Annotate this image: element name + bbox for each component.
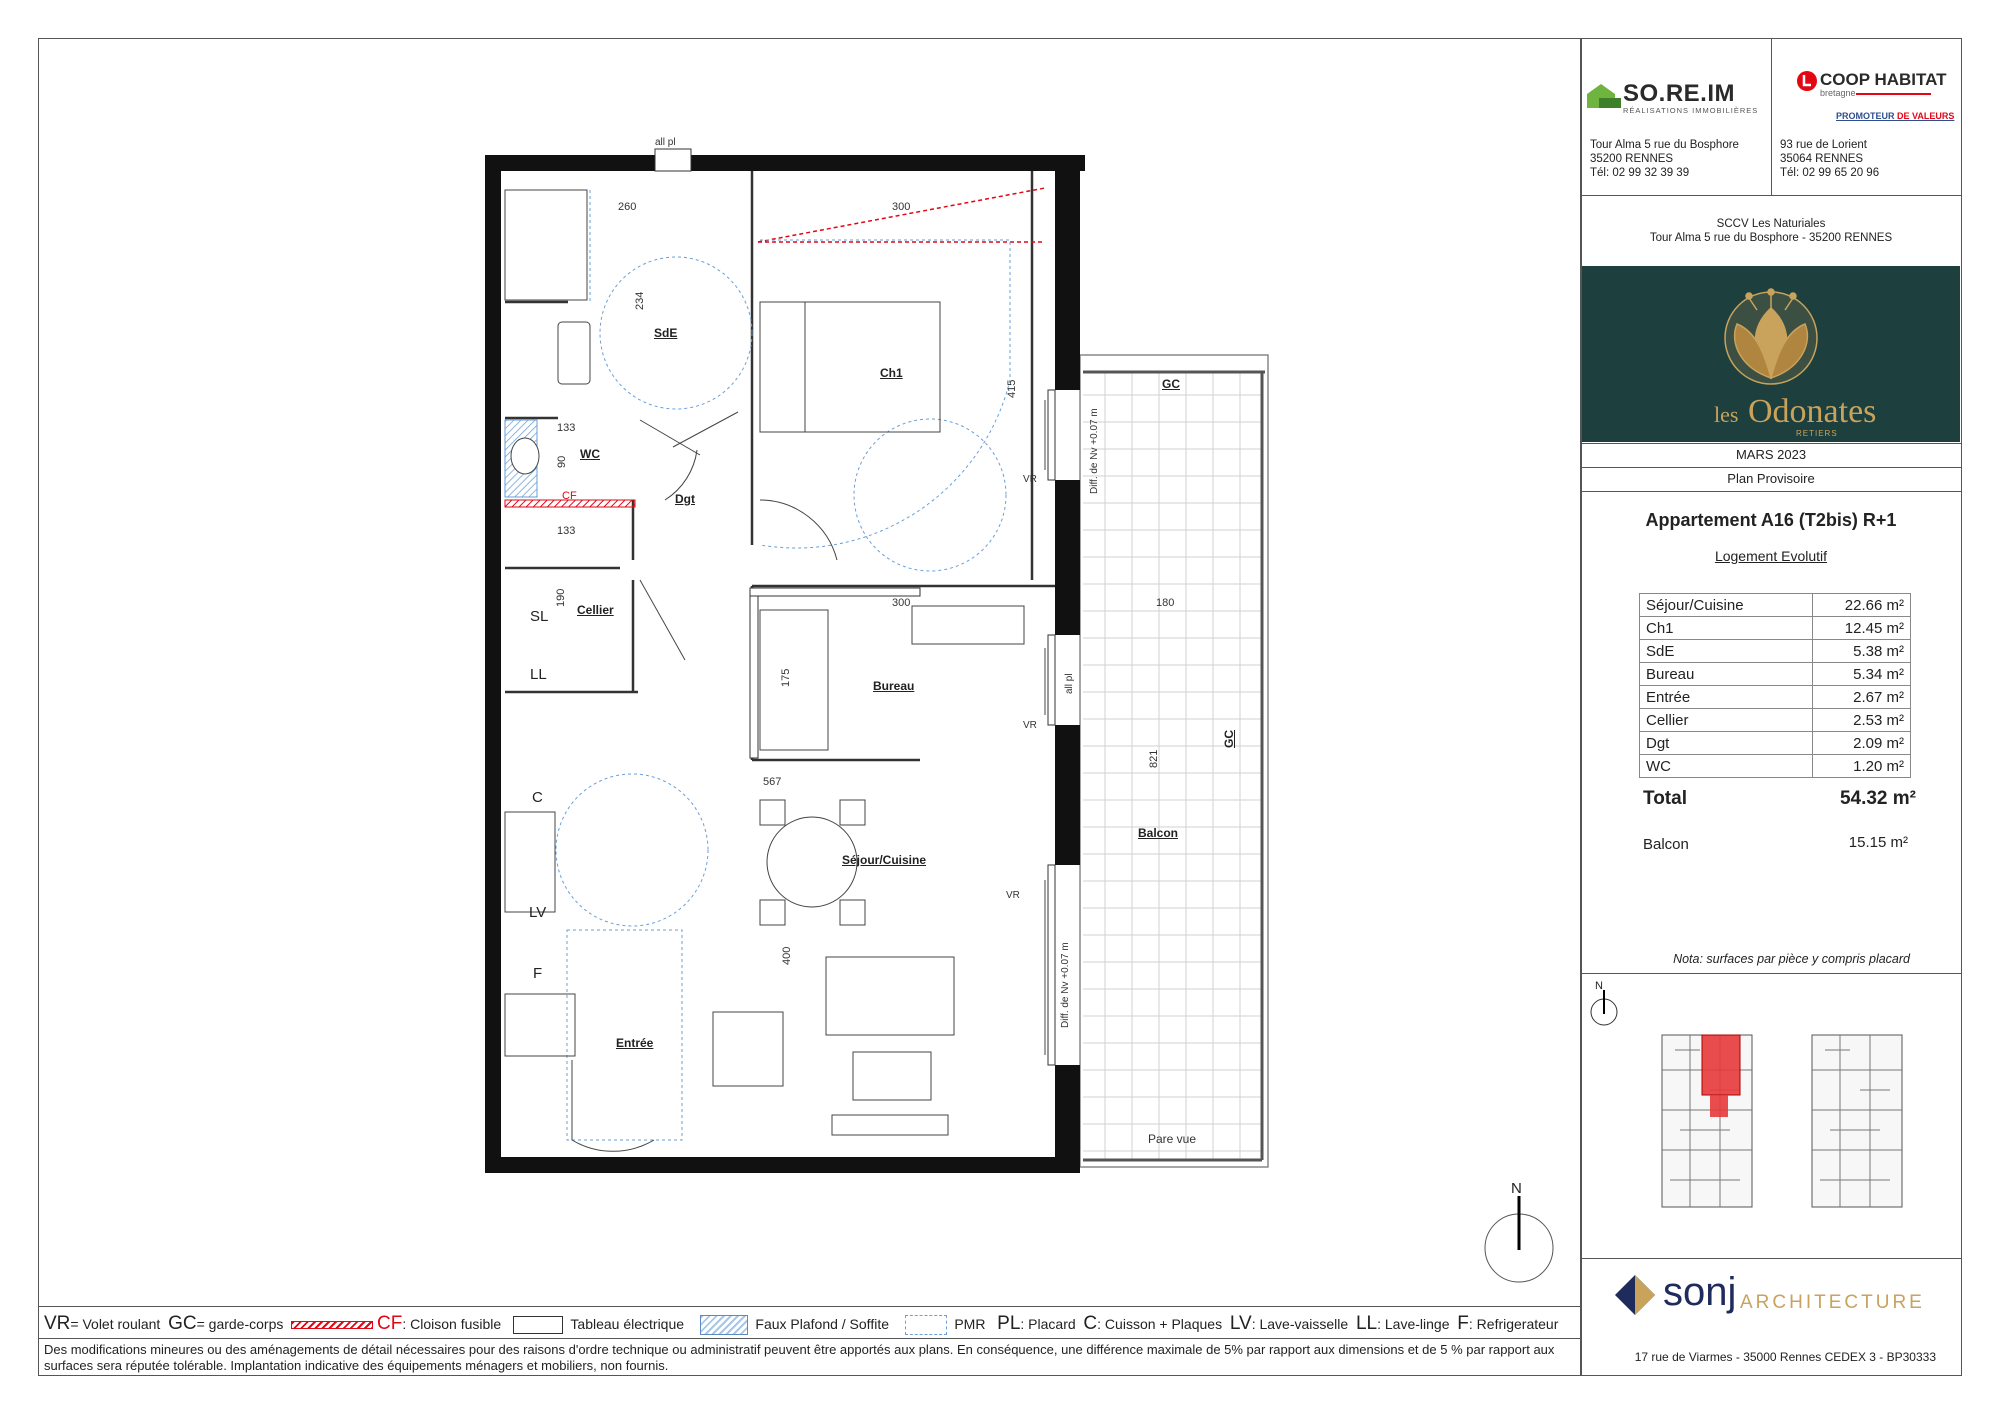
coop-logo-icon [1796, 70, 1818, 92]
dim-260: 260 [618, 201, 637, 213]
area-room: WC [1640, 755, 1813, 778]
mark-diff-level-2: Diff. de Nv +0.07 m [1060, 942, 1071, 1028]
apartment-title: Appartement A16 (T2bis) R+1 [1645, 510, 1897, 530]
area-room: Ch1 [1640, 617, 1813, 640]
room-label-sejour: Séjour/Cuisine [842, 853, 927, 867]
mark-diff-level-1: Diff. de Nv +0.07 m [1089, 408, 1100, 494]
lotus-emblem [1582, 266, 1960, 442]
cloison-fusible-swatch [291, 1321, 373, 1329]
architect-address: 17 rue de Viarmes - 35000 Rennes CEDEX 3 - BP30333 [1634, 1350, 1936, 1364]
area-room: Entrée [1640, 686, 1813, 709]
area-value: 5.34 m² [1813, 663, 1911, 686]
svg-text:Odonates: Odonates [1748, 393, 1877, 430]
soreim-house-icon [1585, 82, 1623, 110]
mark-lv: LV [529, 904, 547, 921]
coop-brand: COOP HABITAT [1820, 70, 1947, 89]
apartment-subtitle: Logement Evolutif [1714, 548, 1828, 564]
balcony-label: Balcon [1643, 836, 1689, 853]
dim-133-bottom: 133 [557, 525, 576, 537]
key-plan-level [1660, 1030, 1760, 1212]
room-label-ch1: Ch1 [880, 366, 903, 380]
dim-175: 175 [780, 668, 792, 687]
mark-all-pl-mid: all pl [1064, 673, 1075, 694]
room-label-bureau: Bureau [873, 679, 915, 693]
dim-234: 234 [634, 291, 646, 310]
dim-180: 180 [1156, 597, 1175, 609]
svg-text:les: les [1714, 402, 1739, 427]
area-value: 2.53 m² [1813, 709, 1911, 732]
mark-vr-bureau: VR [1023, 720, 1037, 731]
coop-sub: bretagne [1820, 88, 1856, 98]
svg-text:RETIERS: RETIERS [1796, 429, 1838, 438]
room-label-entree: Entrée [616, 1036, 654, 1050]
sccv-block [1582, 217, 1960, 245]
disclaimer: Des modifications mineures ou des aménagements de détail nécessaires pour des raisons d'ordre technique ou administratif peuvent être apportés aux plans. En conséquence, une différence maximale de 5% par rapport aux dimensions et de 5 % par rapport aux surfaces sera réputée tolérable. Implantation indicative des équipements ménagers et mobiliers, non fournis. [44, 1342, 1555, 1373]
project-banner-area [1582, 266, 1960, 442]
room-label-cellier: Cellier [577, 603, 614, 617]
faux-plafond-swatch [700, 1315, 748, 1335]
area-row [1640, 640, 1911, 663]
mark-f: F [533, 965, 543, 982]
area-row [1640, 663, 1911, 686]
balcony-area [1080, 355, 1268, 1167]
dim-190: 190 [555, 588, 567, 607]
total-label: Total [1643, 788, 1687, 809]
panel-divider-logos [1771, 38, 1772, 195]
area-room: Cellier [1640, 709, 1813, 732]
area-room: Bureau [1640, 663, 1813, 686]
area-value: 22.66 m² [1813, 594, 1911, 617]
balcony-value: 15.15 m² [1848, 834, 1908, 851]
area-value: 1.20 m² [1813, 755, 1911, 778]
area-value: 2.67 m² [1813, 686, 1911, 709]
dim-415: 415 [1006, 379, 1018, 398]
area-room: Dgt [1640, 732, 1813, 755]
room-label-gc-side: GC [1222, 730, 1236, 748]
area-room: Séjour/Cuisine [1640, 594, 1813, 617]
dim-300-bureau: 300 [892, 597, 911, 609]
mark-vr-ch1: VR [1023, 474, 1037, 485]
dim-300-top: 300 [892, 201, 911, 213]
areas-table [1639, 593, 1911, 778]
area-value: 2.09 m² [1813, 732, 1911, 755]
mark-cf: CF [562, 490, 577, 502]
mark-ll: LL [530, 666, 547, 683]
dim-821: 821 [1148, 749, 1160, 768]
total-value: 54.32 m² [1839, 788, 1916, 809]
architect-suffix: ARCHITECTURE [1740, 1292, 1925, 1313]
surface-note: Nota: surfaces par pièce y compris placard [1673, 952, 1910, 966]
dim-133-top: 133 [557, 422, 576, 434]
area-row [1640, 594, 1911, 617]
soreim-brand: SO.RE.IM [1623, 80, 1736, 107]
coop-address: 93 rue de Lorient 35064 RENNES Tél: 02 99 65 20 96 [1780, 139, 1880, 179]
room-label-gc-top: GC [1162, 377, 1180, 391]
area-row [1640, 709, 1911, 732]
plan-status: Plan Provisoire [1727, 471, 1815, 486]
pmr-swatch [905, 1315, 947, 1335]
soreim-address: Tour Alma 5 rue du Bosphore 35200 RENNES Tél: 02 99 32 39 39 [1590, 139, 1739, 179]
area-row [1640, 617, 1911, 640]
architect-name: sonj [1663, 1270, 1737, 1314]
mark-vr-sejour: VR [1006, 890, 1020, 901]
soreim-tagline: RÉALISATIONS IMMOBILIÈRES [1623, 106, 1759, 115]
room-label-balcon: Balcon [1138, 826, 1179, 840]
area-value: 12.45 m² [1813, 617, 1911, 640]
area-room: SdE [1640, 640, 1813, 663]
area-row [1640, 755, 1911, 778]
legend: VR= Volet roulant GC= garde-corps CF: Cloison fusible Tableau électrique Faux Plafond / Soffite PMR PL: Placard C: Cuisson + Plaques LV: Lave-vaisselle LL: Lave-linge F: Refrigerateur [44, 1313, 1559, 1334]
mark-c: C [532, 789, 543, 806]
sccv-name: SCCV Les Naturiales [1716, 218, 1826, 230]
dim-400: 400 [781, 946, 793, 965]
dim-567: 567 [763, 776, 782, 788]
mark-pare-vue: Pare vue [1148, 1132, 1197, 1146]
coop-slogan: PROMOTEUR DE VALEURS [1836, 111, 1955, 121]
tableau-electrique-icon [513, 1316, 563, 1334]
mark-all-pl-top: all pl [655, 137, 676, 148]
area-row [1640, 686, 1911, 709]
dim-90: 90 [556, 455, 568, 468]
sonj-diamond-icon [1605, 1270, 1665, 1320]
pmr-circles [556, 240, 1010, 1140]
room-label-wc: WC [580, 447, 600, 461]
area-row [1640, 732, 1911, 755]
mark-sl: SL [530, 608, 549, 625]
plan-date: MARS 2023 [1735, 447, 1807, 462]
mini-compass-icon [1588, 988, 1620, 1028]
room-label-dgt: Dgt [675, 492, 695, 506]
sccv-address: Tour Alma 5 rue du Bosphore - 35200 RENNES [1649, 232, 1893, 244]
room-label-sde: SdE [654, 326, 678, 340]
key-plan-other-level [1810, 1030, 1910, 1212]
area-value: 5.38 m² [1813, 640, 1911, 663]
